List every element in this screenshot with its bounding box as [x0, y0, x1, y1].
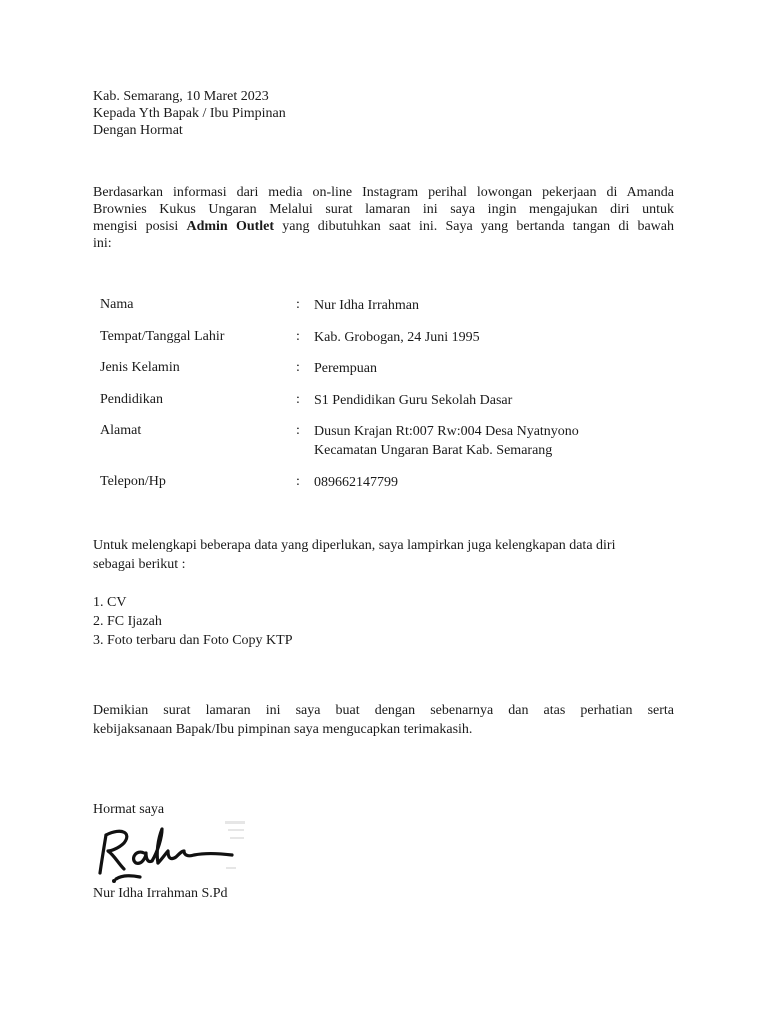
handwritten-signature [92, 815, 252, 890]
greeting: Dengan Hormat [93, 123, 183, 138]
detail-value: 089662147799 [314, 475, 398, 490]
attachments-intro-line-1: Untuk melengkapi beberapa data yang diperlukan, saya lampirkan juga kelengkapan data diri [93, 538, 616, 553]
detail-value: Perempuan [314, 361, 377, 376]
intro-line-3-end: yang dibutuhkan saat ini. Saya yang bertanda tangan di bawah [274, 219, 675, 234]
intro-line-2: Brownies Kukus Ungaran Melalui surat lamaran ini saya ingin mengajukan diri untuk [93, 202, 674, 217]
detail-value: Nur Idha Irrahman [314, 298, 419, 313]
addressee: Kepada Yth Bapak / Ibu Pimpinan [93, 106, 286, 121]
detail-label: Alamat [100, 423, 142, 438]
detail-label: Nama [100, 297, 134, 312]
intro-line-4: ini: [93, 236, 112, 251]
position-name: Admin Outlet [186, 219, 275, 234]
detail-value: Kab. Grobogan, 24 Juni 1995 [314, 330, 480, 345]
attachments-intro-line-2: sebagai berikut : [93, 557, 186, 572]
detail-label: Pendidikan [100, 392, 163, 407]
detail-colon: : [296, 392, 300, 407]
list-item: 2. FC Ijazah [93, 614, 162, 629]
closing-line-2: kebijaksanaan Bapak/Ibu pimpinan saya mengucapkan terimakasih. [93, 722, 473, 737]
intro-line-3-start: mengisi posisi [93, 219, 187, 234]
detail-colon: : [296, 474, 300, 489]
list-item: 3. Foto terbaru dan Foto Copy KTP [93, 633, 293, 648]
closing-line-1: Demikian surat lamaran ini saya buat dengan sebenarnya dan atas perhatian serta [93, 703, 674, 718]
detail-colon: : [296, 360, 300, 375]
detail-value: Dusun Krajan Rt:007 Rw:004 Desa Nyatnyono [314, 424, 579, 439]
detail-value-line-2: Kecamatan Ungaran Barat Kab. Semarang [314, 443, 553, 458]
list-item: 1. CV [93, 595, 127, 610]
place-date: Kab. Semarang, 10 Maret 2023 [93, 89, 269, 104]
detail-colon: : [296, 329, 300, 344]
signer-name: Nur Idha Irrahman S.Pd [93, 886, 228, 901]
detail-colon: : [296, 423, 300, 438]
detail-value: S1 Pendidikan Guru Sekolah Dasar [314, 393, 513, 408]
intro-line-3 [93, 218, 674, 235]
salutation: Hormat saya [93, 802, 165, 817]
closing-paragraph [93, 701, 674, 739]
detail-label: Telepon/Hp [100, 474, 166, 489]
intro-paragraph [93, 184, 674, 252]
detail-label: Tempat/Tanggal Lahir [100, 329, 225, 344]
intro-line-1: Berdasarkan informasi dari media on-line Instagram perihal lowongan pekerjaan di Amanda [93, 185, 674, 200]
detail-label: Jenis Kelamin [100, 360, 180, 375]
detail-colon: : [296, 297, 300, 312]
